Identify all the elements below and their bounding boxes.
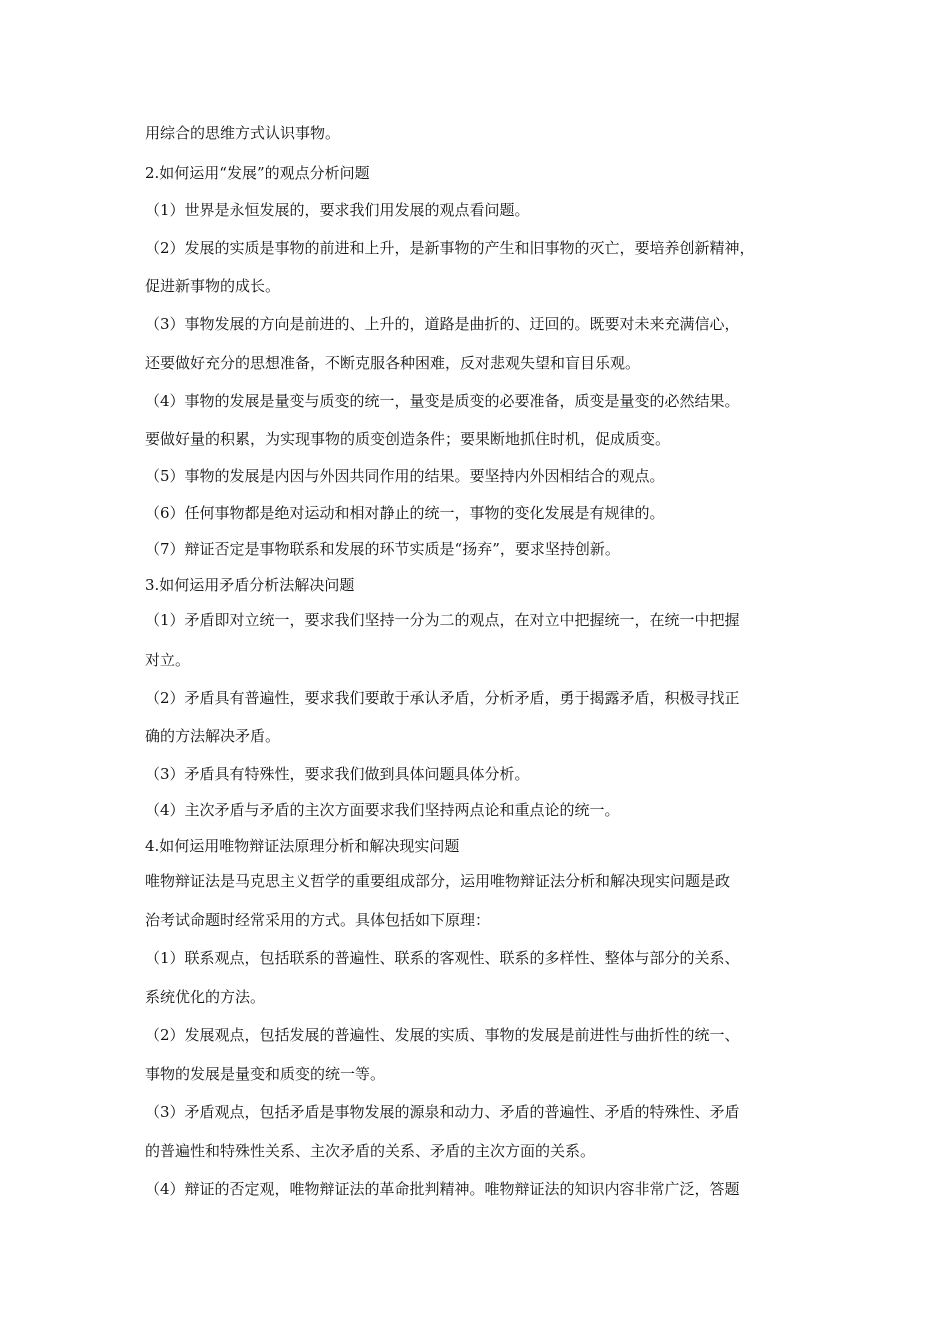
text-line: 唯物辩证法是马克思主义哲学的重要组成部分，运用唯物辩证法分析和解决现实问题是政 xyxy=(145,872,731,890)
text-line: （4）主次矛盾与矛盾的主次方面要求我们坚持两点论和重点论的统一。 xyxy=(145,801,620,819)
text-line: （5）事物的发展是内因与外因共同作用的结果。要坚持内外因相结合的观点。 xyxy=(145,467,665,485)
text-line: 要做好量的积累，为实现事物的质变创造条件；要果断地抓住时机，促成质变。 xyxy=(145,430,671,448)
text-line: 还要做好充分的思想准备，不断克服各种困难，反对悲观失望和盲目乐观。 xyxy=(145,354,641,372)
text-line: （7）辩证否定是事物联系和发展的环节实质是“扬弃”，要求坚持创新。 xyxy=(145,540,620,558)
text-line: （4）辩证的否定观，唯物辩证法的革命批判精神。唯物辩证法的知识内容非常广泛，答题 xyxy=(145,1180,740,1198)
text-line: 事物的发展是量变和质变的统一等。 xyxy=(145,1065,386,1083)
text-line: （4）事物的发展是量变与质变的统一，量变是质变的必要准备，质变是量变的必然结果。 xyxy=(145,392,740,410)
text-line: （2）发展的实质是事物的前进和上升，是新事物的产生和旧事物的灭亡，要培养创新精神， xyxy=(145,239,755,257)
text-line: （2）发展观点，包括发展的普遍性、发展的实质、事物的发展是前进性与曲折性的统一、 xyxy=(145,1026,740,1044)
text-line: （1）联系观点，包括联系的普遍性、联系的客观性、联系的多样性、整体与部分的关系、 xyxy=(145,949,740,967)
text-line: （3）矛盾观点，包括矛盾是事物发展的源泉和动力、矛盾的普遍性、矛盾的特殊性、矛盾 xyxy=(145,1103,740,1121)
text-line: 治考试命题时经常采用的方式。具体包括如下原理： xyxy=(145,911,491,929)
text-line: （3）事物发展的方向是前进的、上升的，道路是曲折的、迂回的。既要对未来充满信心， xyxy=(145,315,740,333)
section-heading-3: 3.如何运用矛盾分析法解决问题 xyxy=(145,576,355,594)
text-line: 促进新事物的成长。 xyxy=(145,277,281,295)
text-line: （2）矛盾具有普遍性，要求我们要敢于承认矛盾，分析矛盾，勇于揭露矛盾，积极寻找正 xyxy=(145,689,740,707)
text-line: （1）矛盾即对立统一，要求我们坚持一分为二的观点，在对立中把握统一，在统一中把握 xyxy=(145,611,740,629)
text-line: 系统优化的方法。 xyxy=(145,988,266,1006)
section-heading-4: 4.如何运用唯物辩证法原理分析和解决现实问题 xyxy=(145,837,460,855)
section-heading-2: 2.如何运用“发展”的观点分析问题 xyxy=(145,164,370,182)
text-line: 确的方法解决矛盾。 xyxy=(145,727,281,745)
text-line: 对立。 xyxy=(145,651,191,669)
text-line: （3）矛盾具有特殊性，要求我们做到具体问题具体分析。 xyxy=(145,765,530,783)
text-line: （6）任何事物都是绝对运动和相对静止的统一，事物的变化发展是有规律的。 xyxy=(145,504,665,522)
text-line: （1）世界是永恒发展的，要求我们用发展的观点看问题。 xyxy=(145,201,530,219)
text-line: 用综合的思维方式认识事物。 xyxy=(145,124,341,142)
text-line: 的普遍性和特殊性关系、主次矛盾的关系、矛盾的主次方面的关系。 xyxy=(145,1142,596,1160)
